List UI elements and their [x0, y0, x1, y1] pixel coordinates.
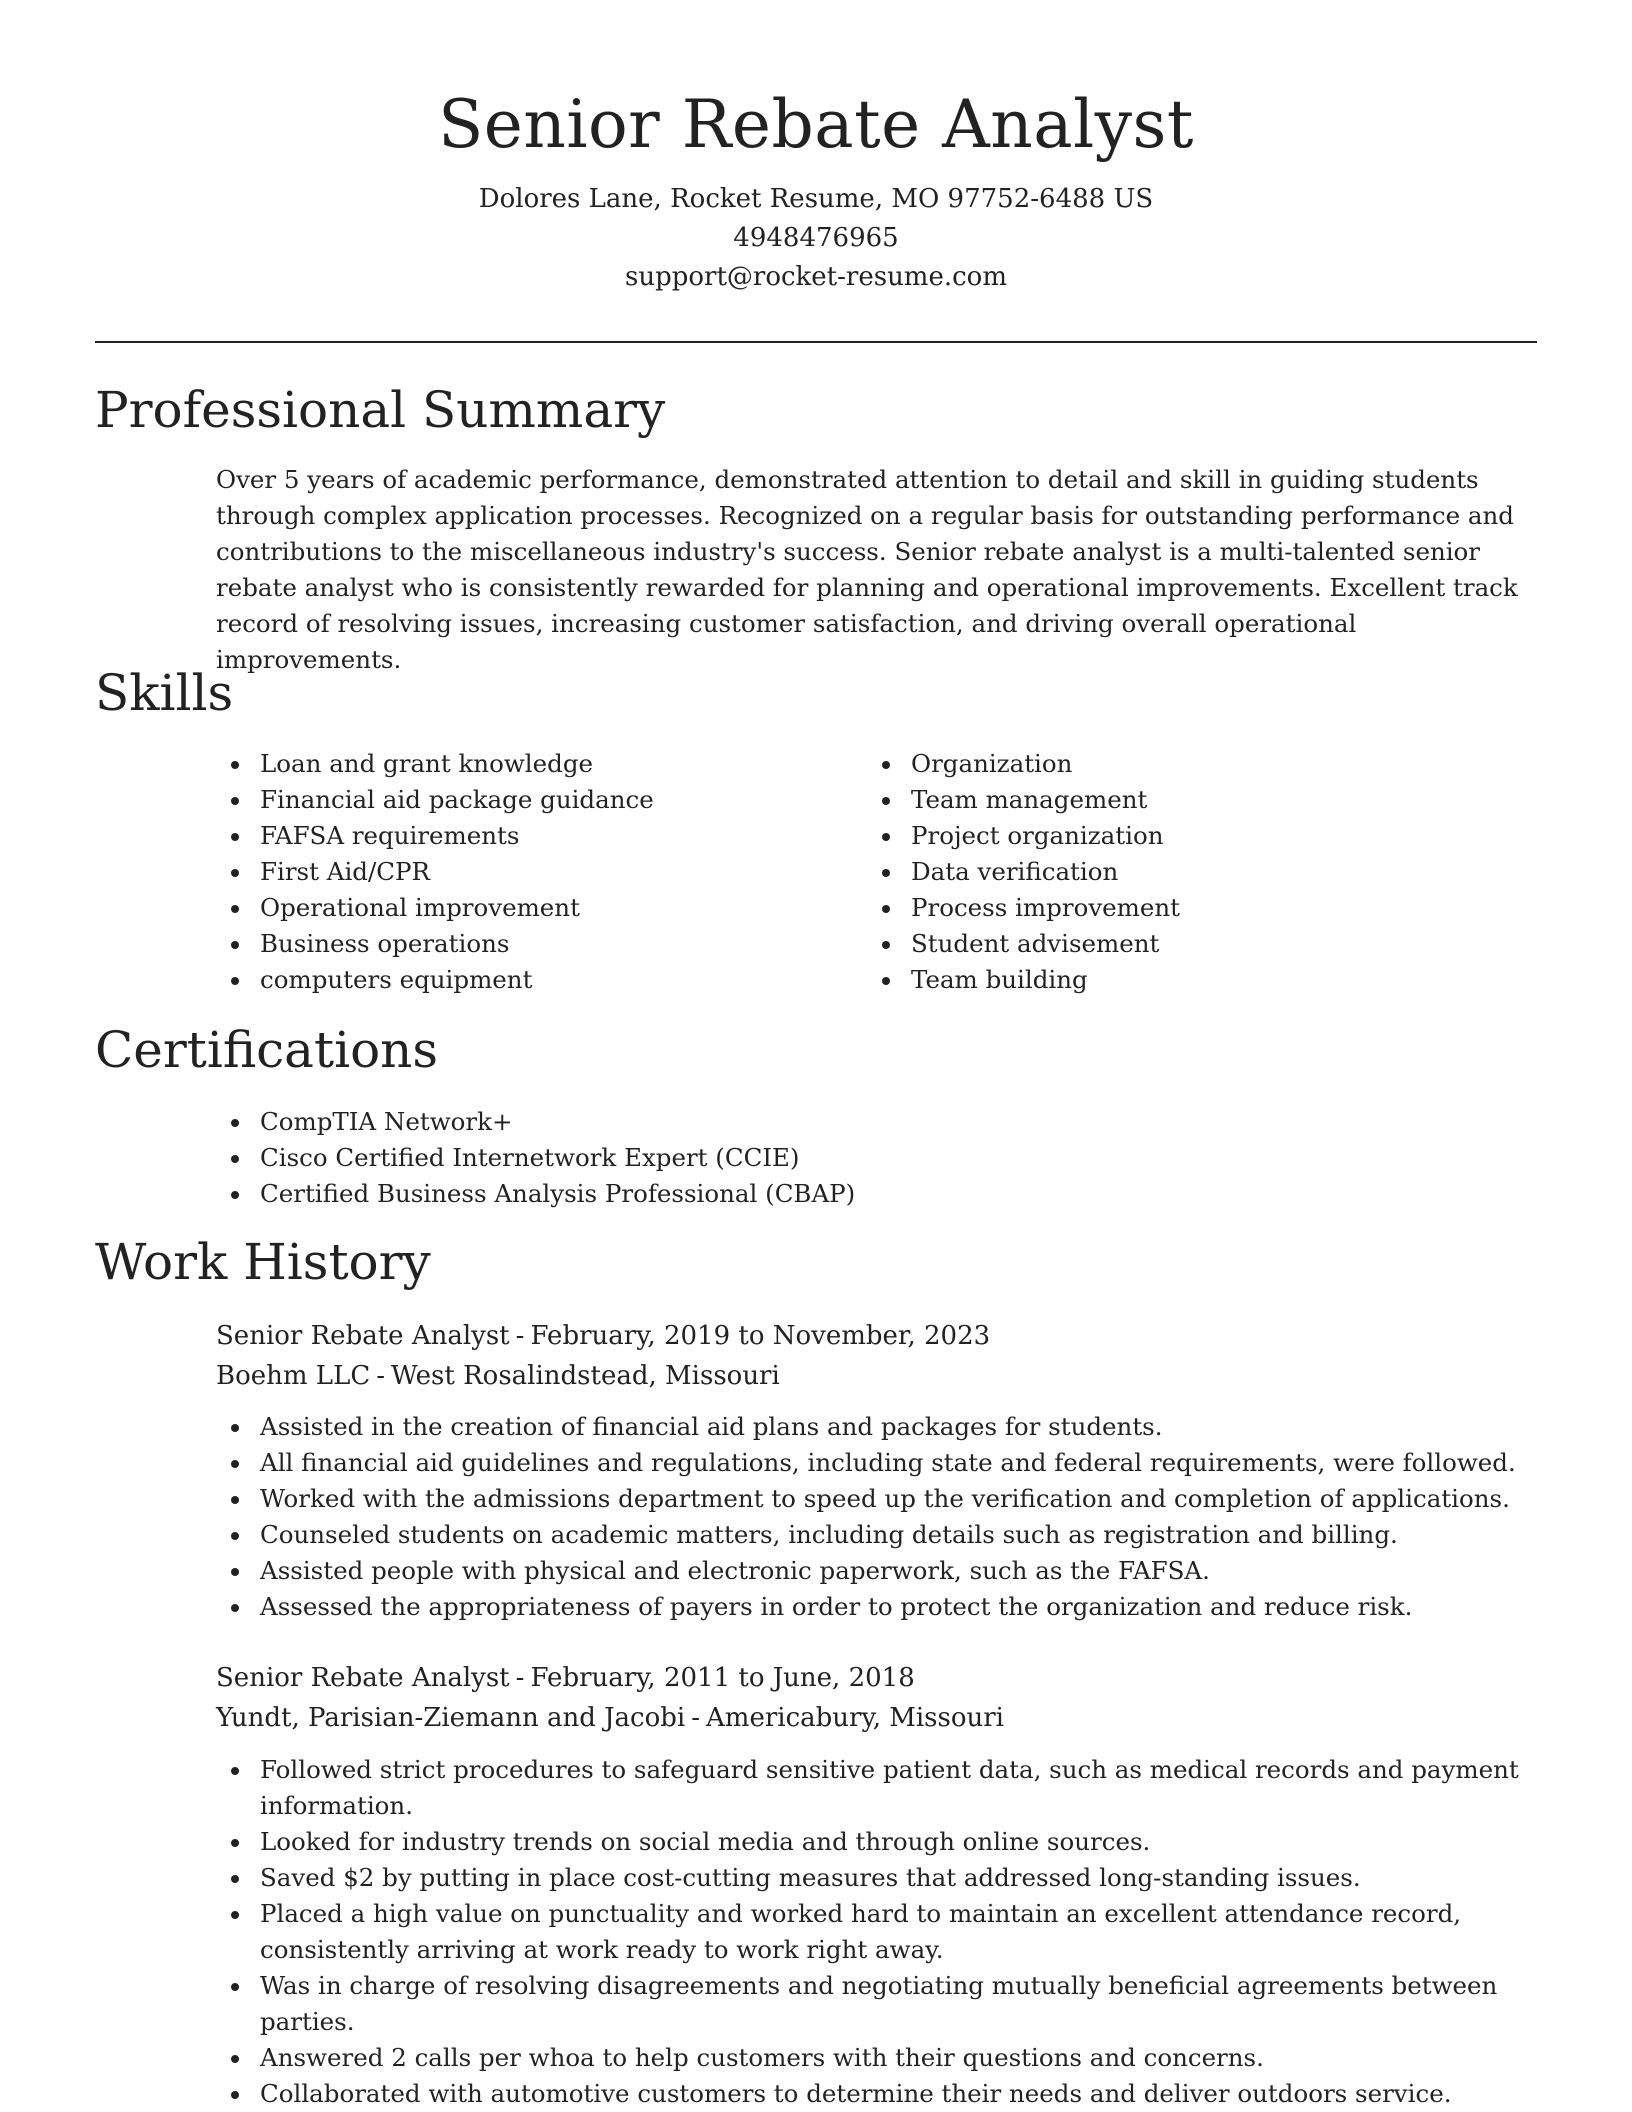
contact-phone: 4948476965: [733, 223, 899, 253]
list-item: Process improvement: [867, 890, 1507, 926]
job-header-1: [216, 1316, 990, 1396]
list-item: Was in charge of resolving disagreements and negotiating mutually beneficial agreements between parties.: [216, 1968, 1526, 2040]
candidate-name: Senior Rebate Analyst: [438, 86, 1194, 163]
skills-list-right: [867, 746, 1507, 998]
job-company: Boehm LLC: [216, 1361, 371, 1391]
list-item: Data verification: [867, 854, 1507, 890]
header-divider: [95, 341, 1537, 343]
dash-separator: -: [515, 1321, 525, 1351]
list-item: Business operations: [216, 926, 856, 962]
list-item: Looked for industry trends on social media and through online sources.: [216, 1824, 1526, 1860]
job-bullets-1: [216, 1409, 1526, 1625]
work-history-heading: Work History: [95, 1233, 431, 1291]
list-item: Certified Business Analysis Professional (CBAP): [216, 1176, 1516, 1212]
contact-address: Dolores Lane, Rocket Resume, MO 97752-6488 US: [478, 184, 1154, 214]
dash-separator: -: [691, 1703, 701, 1733]
job-title: Senior Rebate Analyst: [216, 1321, 510, 1351]
list-item: Financial aid package guidance: [216, 782, 856, 818]
job-location: Americabury, Missouri: [706, 1703, 1004, 1733]
list-item: Assisted people with physical and electronic paperwork, such as the FAFSA.: [216, 1553, 1526, 1589]
job-company-line: [216, 1698, 1004, 1738]
list-item: First Aid/CPR: [216, 854, 856, 890]
list-item: All financial aid guidelines and regulations, including state and federal requirements, were followed.: [216, 1445, 1526, 1481]
list-item: computers equipment: [216, 962, 856, 998]
job-location: West Rosalindstead, Missouri: [391, 1361, 780, 1391]
certifications-heading: Certifications: [95, 1021, 439, 1079]
job-header-2: [216, 1658, 1004, 1738]
list-item: Answered 2 calls per whoa to help customers with their questions and concerns.: [216, 2040, 1526, 2076]
summary-text: Over 5 years of academic performance, demonstrated attention to detail and skill in guiding students through complex application processes. Recognized on a regular basis for outstanding performance and contributions to the miscellaneous industry's success. Senior rebate analyst is a multi-talented senior rebate analyst who is consistently rewarded for planning and operational improvements. Excellent track record of resolving issues, increasing customer satisfaction, and driving overall operational improvements.: [216, 465, 1518, 674]
certifications-list: [216, 1104, 1516, 1212]
list-item: Team management: [867, 782, 1507, 818]
list-item: CompTIA Network+: [216, 1104, 1516, 1140]
job-title-line: [216, 1316, 990, 1356]
job-bullets-2: [216, 1752, 1526, 2112]
summary-heading: Professional Summary: [95, 381, 666, 439]
list-item: Placed a high value on punctuality and worked hard to maintain an excellent attendance record, consistently arriving at work ready to work right away.: [216, 1896, 1526, 1968]
job-title-line: [216, 1658, 1004, 1698]
job-title: Senior Rebate Analyst: [216, 1663, 510, 1693]
job-dates: February, 2011 to June, 2018: [530, 1663, 915, 1693]
list-item: Saved $2 by putting in place cost-cutting measures that addressed long-standing issues.: [216, 1860, 1526, 1896]
list-item: Cisco Certified Internetwork Expert (CCIE): [216, 1140, 1516, 1176]
contact-block: [0, 180, 1632, 297]
list-item: Followed strict procedures to safeguard sensitive patient data, such as medical records and payment information.: [216, 1752, 1526, 1824]
list-item: Assessed the appropriateness of payers in order to protect the organization and reduce risk.: [216, 1589, 1526, 1625]
list-item: Operational improvement: [216, 890, 856, 926]
list-item: Loan and grant knowledge: [216, 746, 856, 782]
contact-email: support@rocket-resume.com: [624, 262, 1007, 292]
resume-header: [0, 82, 1632, 297]
list-item: Assisted in the creation of financial aid plans and packages for students.: [216, 1409, 1526, 1445]
job-company-line: [216, 1356, 990, 1396]
list-item: Organization: [867, 746, 1507, 782]
list-item: Counseled students on academic matters, including details such as registration and billing.: [216, 1517, 1526, 1553]
job-company: Yundt, Parisian-Ziemann and Jacobi: [216, 1703, 686, 1733]
list-item: Project organization: [867, 818, 1507, 854]
list-item: FAFSA requirements: [216, 818, 856, 854]
list-item: Team building: [867, 962, 1507, 998]
list-item: Collaborated with automotive customers to determine their needs and deliver outdoors service.: [216, 2076, 1526, 2112]
list-item: Student advisement: [867, 926, 1507, 962]
skills-list-left: [216, 746, 856, 998]
list-item: Worked with the admissions department to speed up the verification and completion of applications.: [216, 1481, 1526, 1517]
skills-heading: Skills: [95, 664, 234, 722]
dash-separator: -: [515, 1663, 525, 1693]
dash-separator: -: [376, 1361, 386, 1391]
job-dates: February, 2019 to November, 2023: [530, 1321, 991, 1351]
